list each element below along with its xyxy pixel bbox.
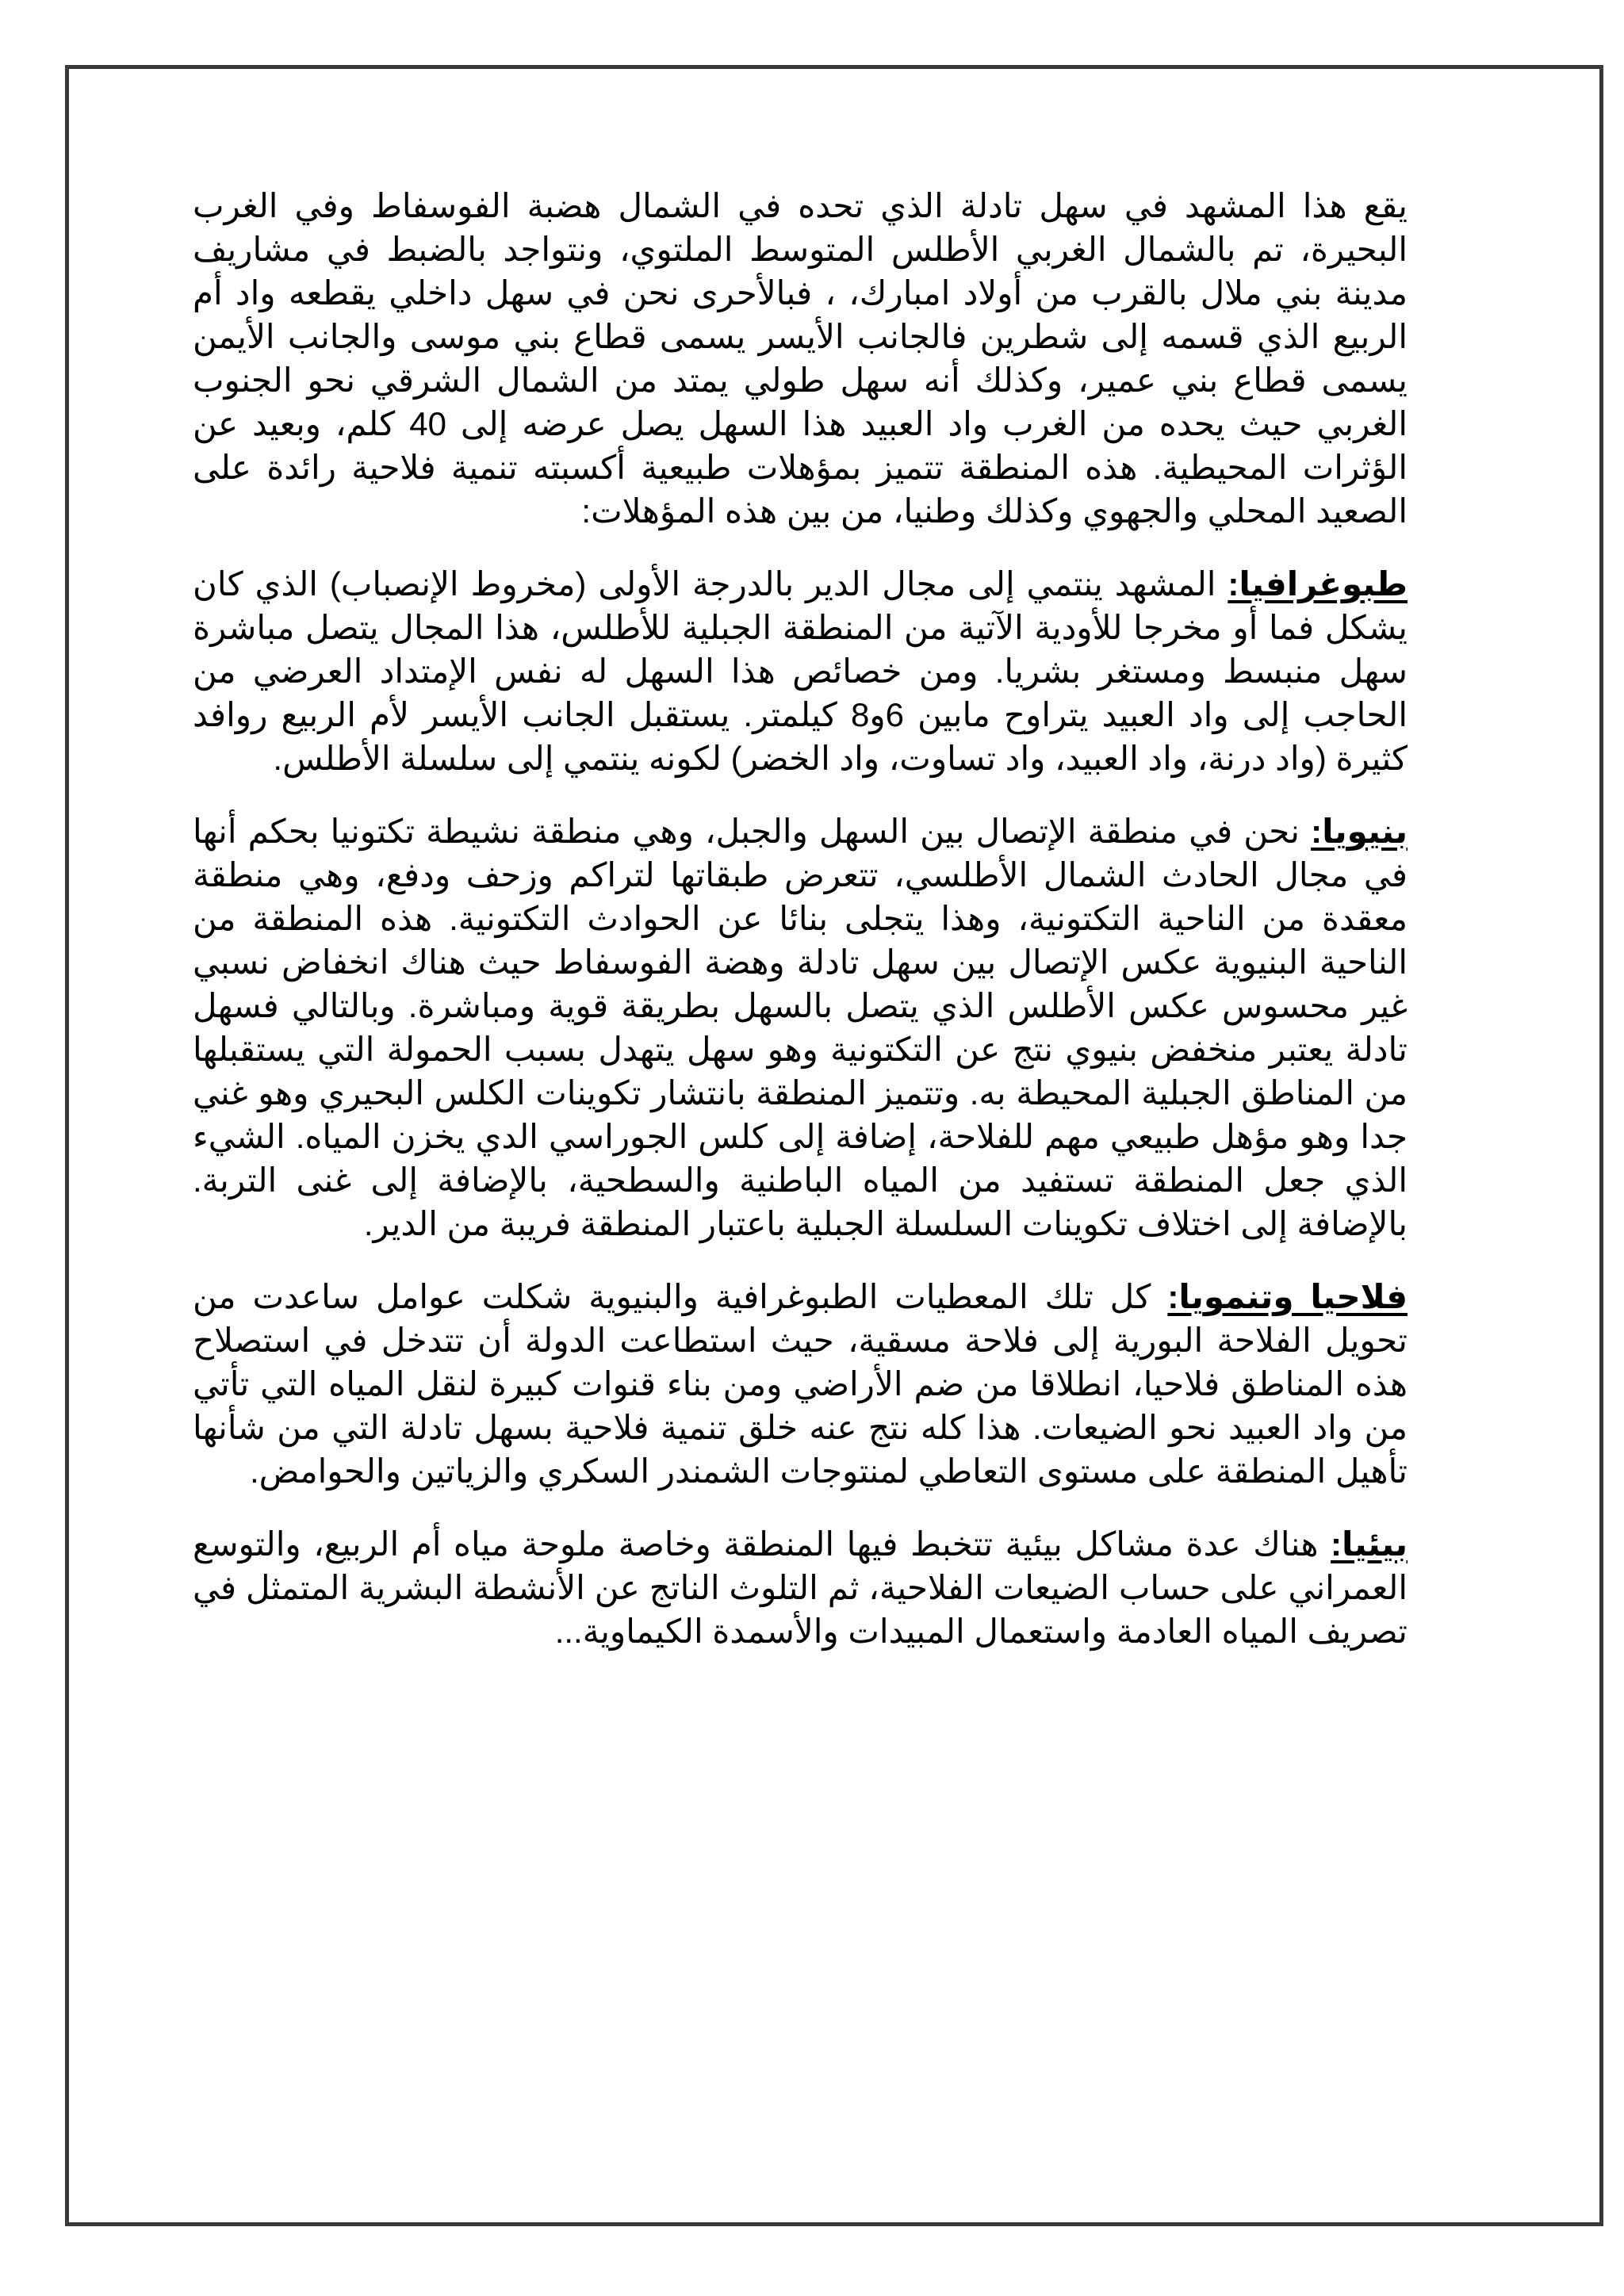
section-heading-structure: بنيويا: (1311, 813, 1408, 850)
section-topography (193, 562, 1408, 780)
section-text-agriculture: كل تلك المعطيات الطبوغرافية والبنيوية شكلت عوامل ساعدت من تحويل الفلاحة البورية إلى فلاحة مسقية، حيث استطاعت الدولة أن تتدخل في استصلاح هذه المناطق فلاحيا، انطلاقا من ضم الأراضي ومن بناء قنوات كبيرة لنقل المياه التي تأتي من واد العبيد نحو الضيعات. هذا كله نتج عنه خلق تنمية فلاحية بسهل تادلة التي من شأنها تأهيل المنطقة على مستوى التعاطي لمنتوجات الشمندر السكري والزياتين والحوامض. (193, 1278, 1408, 1490)
section-agriculture (193, 1275, 1408, 1493)
section-environment (193, 1522, 1408, 1653)
section-text-structure: نحن في منطقة الإتصال بين السهل والجبل، وهي منطقة نشيطة تكتونيا بحكم أنها في مجال الحادث الشمال الأطلسي، تتعرض طبقاتها لتراكم وزحف ودفع، وهي منطقة معقدة من الناحية التكتونية، وهذا يتجلى بنائا عن الحوادث التكتونية. هذه المنطقة من الناحية البنيوية عكس الإتصال بين سهل تادلة وهضة الفوسفاط حيث هناك انخفاض نسبي غير محسوس عكس الأطلس الذي يتصل بالسهل بطريقة قوية ومباشرة. وبالتالي فسهل تادلة يعتبر منخفض بنيوي نتج عن التكتونية وهو سهل يتهدل بسبب الحمولة التي يستقبلها من المناطق الجبلية المحيطة به. وتتميز المنطقة بانتشار تكوينات الكلس البحيري وهو غني جدا وهو مؤهل طبيعي مهم للفلاحة، إضافة إلى كلس الجوراسي الدي يخزن المياه. الشيء الذي جعل المنطقة تستفيد من المياه الباطنية والسطحية، بالإضافة إلى غنى التربة. بالإضافة إلى اختلاف تكوينات السلسلة الجبلية باعتبار المنطقة فريبة من الدير. (193, 813, 1408, 1242)
section-heading-topography: طبوغرافيا: (1228, 565, 1408, 603)
section-heading-environment: بيئيا: (1331, 1525, 1408, 1563)
document-body (193, 184, 1408, 1682)
intro-paragraph: يقع هذا المشهد في سهل تادلة الذي تحده في الشمال هضبة الفوسفاط وفي الغرب البحيرة، تم بالشمال الغربي الأطلس المتوسط الملتوي، ونتواجد بالضبط في مشاريف مدينة بني ملال بالقرب من أولاد امبارك، ، فبالأحرى نحن في سهل داخلي يقطعه واد أم الربيع الذي قسمه إلى شطرين فالجانب الأيسر يسمى قطاع بني موسى والجانب الأيمن يسمى قطاع بني عمير، وكذلك أنه سهل طولي يمتد من الشمال الشرقي نحو الجنوب الغربي حيث يحده من الغرب واد العبيد هذا السهل يصل عرضه إلى 40 كلم، وبعيد عن الؤثرات المحيطية. هذه المنطقة تتميز بمؤهلات طبيعية أكسبته تنمية فلاحية رائدة على الصعيد المحلي والجهوي وكذلك وطنيا، من بين هذه المؤهلات: (193, 187, 1408, 530)
section-text-environment: هناك عدة مشاكل بيئية تتخبط فيها المنطقة وخاصة ملوحة مياه أم الربيع، والتوسع العمراني على حساب الضيعات الفلاحية، ثم التلوث الناتج عن الأنشطة البشرية المتمثل في تصريف المياه العادمة واستعمال المبيدات والأسمدة الكيماوية... (193, 1525, 1408, 1650)
section-text-topography: المشهد ينتمي إلى مجال الدير بالدرجة الأولى (مخروط الإنصباب) الذي كان يشكل فما أو مخرجا للأودية الآتية من المنطقة الجبلية للأطلس، هذا المجال يتصل مباشرة سهل منبسط ومستغر بشريا. ومن خصائص هذا السهل له نفس الإمتداد العرضي من الحاجب إلى واد العبيد يتراوح مابين 6و8 كيلمتر. يستقبل الجانب الأيسر لأم الربيع روافد كثيرة (واد درنة، واد العبيد، واد تساوت، واد الخضر) لكونه ينتمي إلى سلسلة الأطلس. (193, 565, 1408, 777)
section-structure (193, 809, 1408, 1246)
section-heading-agriculture: فلاحيا وتنمويا: (1167, 1278, 1408, 1315)
